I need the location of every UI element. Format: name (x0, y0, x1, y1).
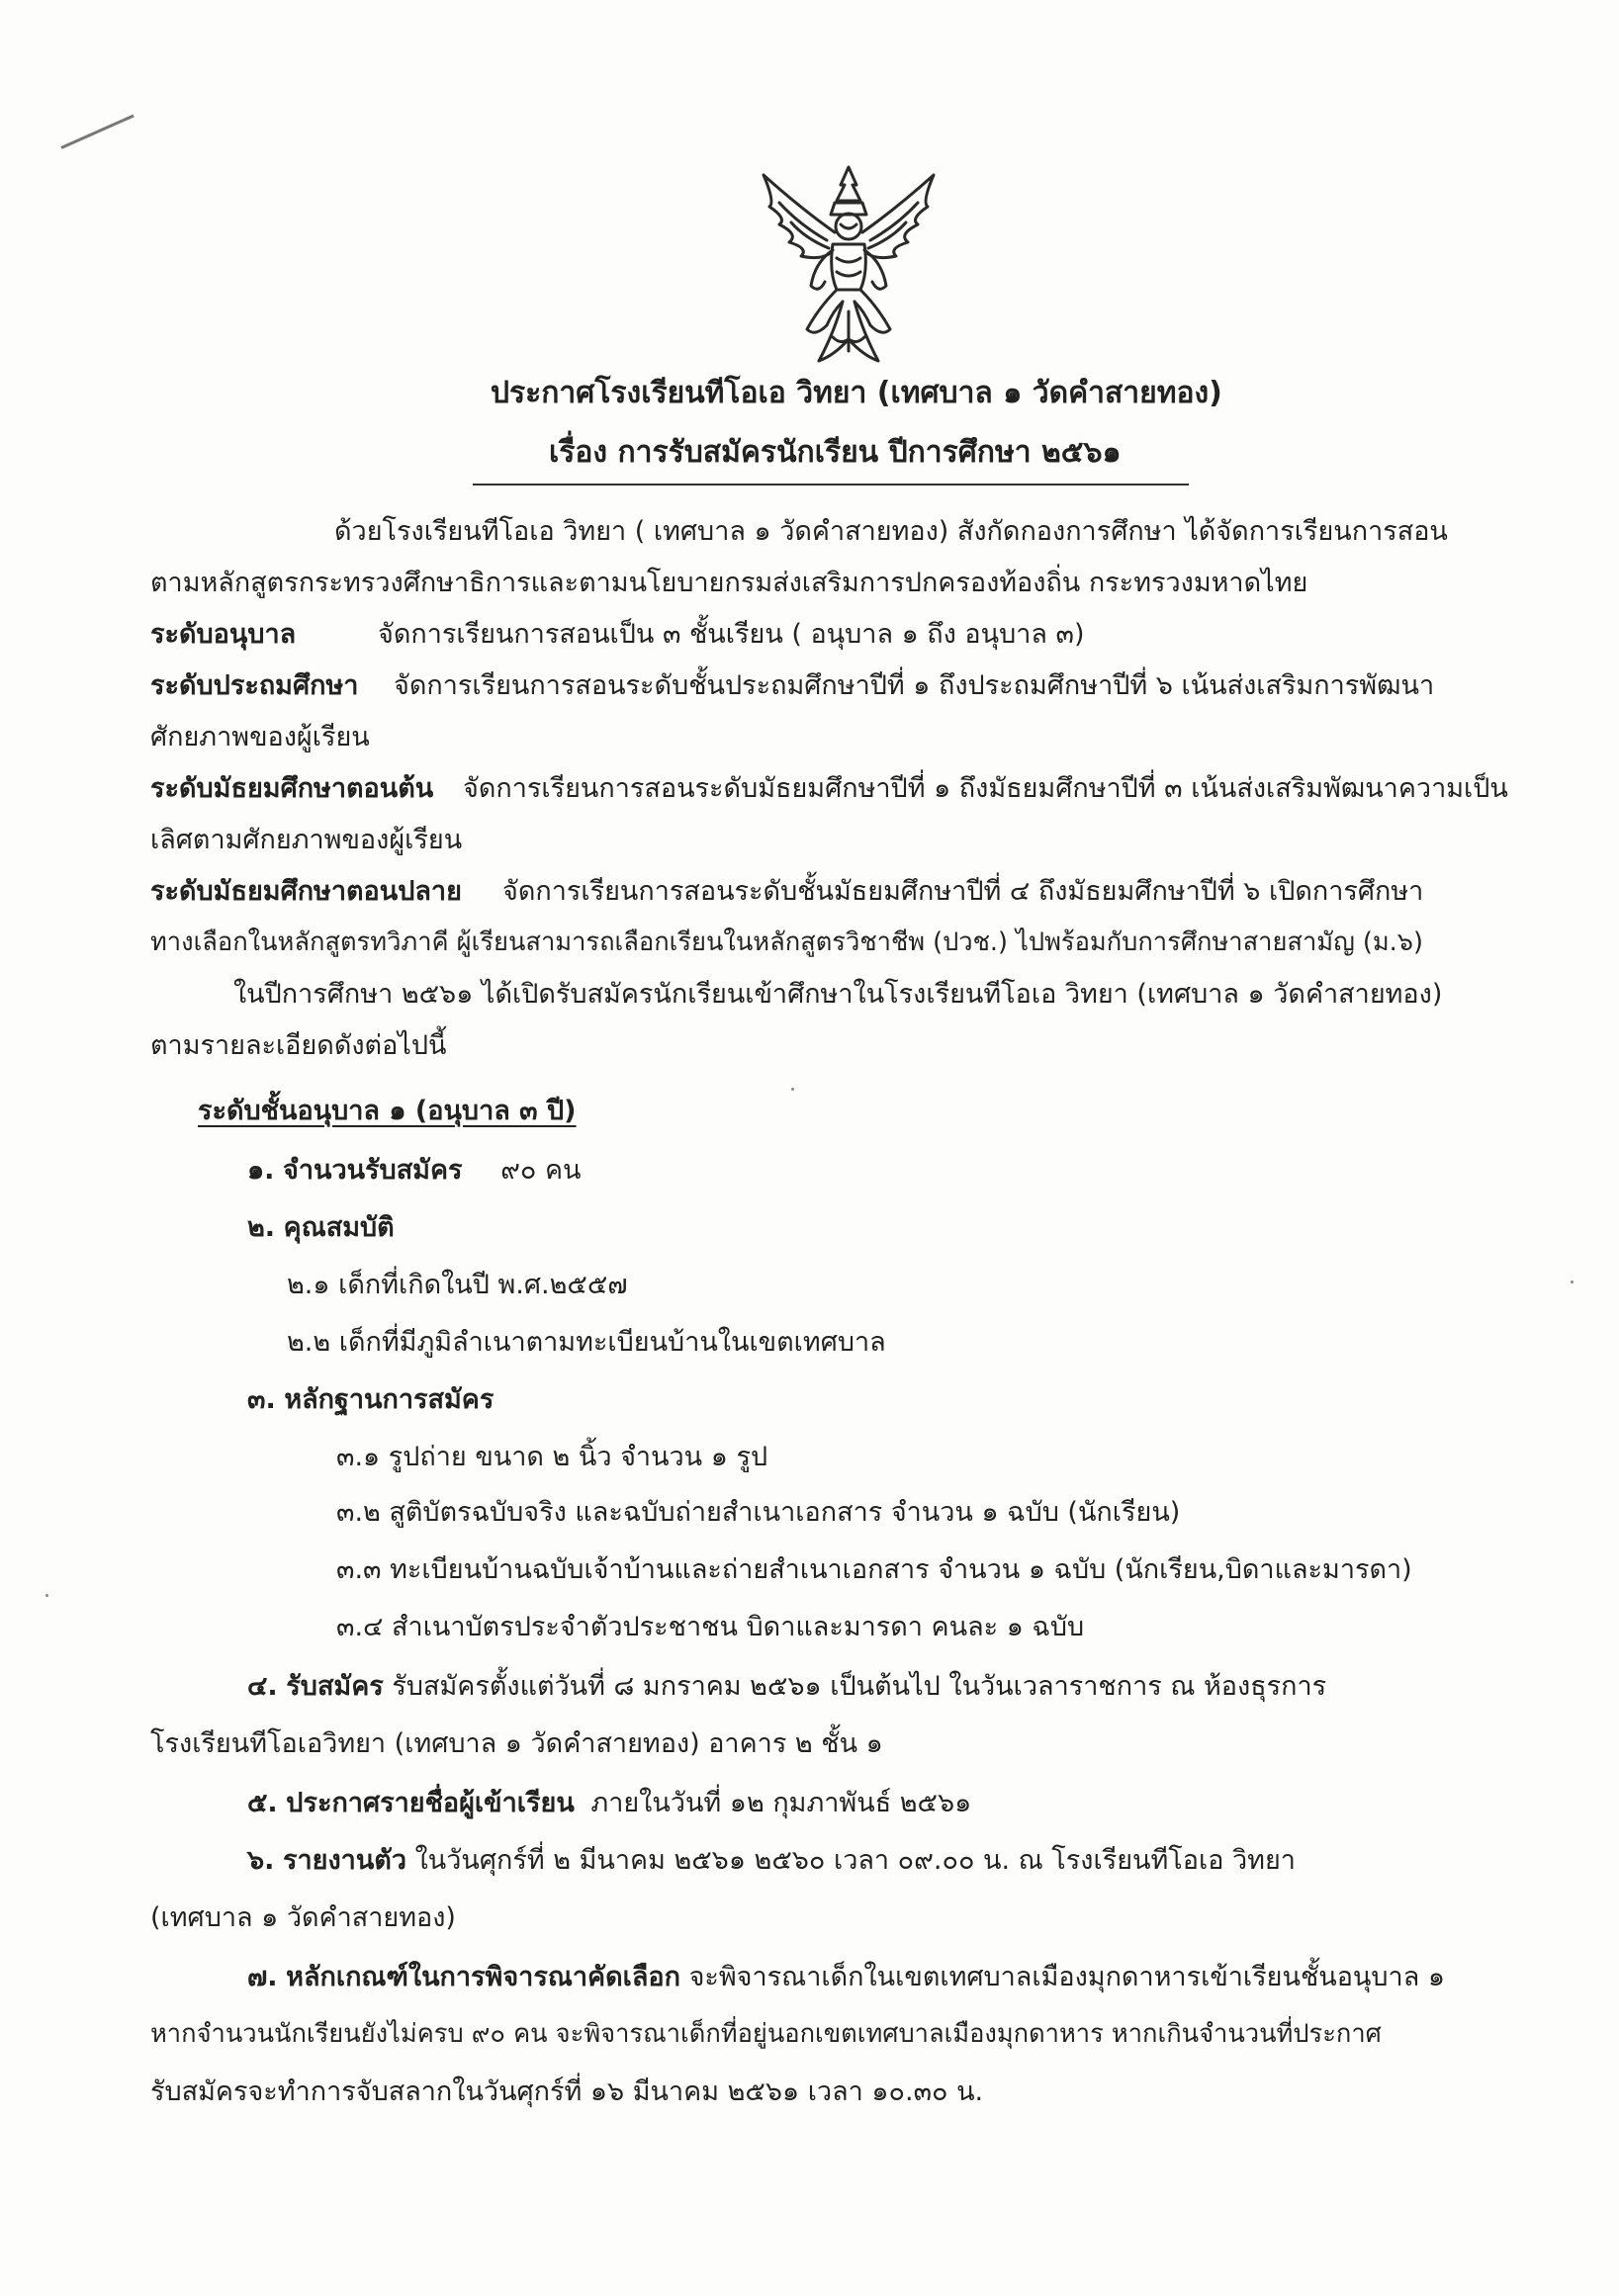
item3-label: หลักฐานการสมัคร (284, 1384, 495, 1415)
item3 (247, 1384, 494, 1416)
level-primary-label: ระดับประถมศึกษา (150, 670, 359, 701)
scan-speck (791, 1088, 794, 1091)
level-primary (150, 670, 358, 702)
item2-sub1: ๒.๑ เด็กที่เกิดในปี พ.ศ.๒๕๕๗ (287, 1270, 628, 1300)
item4-text2: โรงเรียนทีโอเอวิทยา (เทศบาล ๑ วัดคำสายทอง) อาคาร ๒ ชั้น ๑ (150, 1728, 883, 1759)
title-divider (473, 484, 1189, 486)
level-kinder-text: จัดการเรียนการสอนเป็น ๓ ชั้นเรียน ( อนุบาล ๑ ถึง อนุบาล ๓) (378, 619, 1085, 650)
item1-num: ๑. (247, 1155, 275, 1186)
level-kinder-label: ระดับอนุบาล (150, 619, 297, 650)
item6-text2: (เทศบาล ๑ วัดคำสายทอง) (150, 1902, 456, 1933)
item4-label: รับสมัคร (286, 1671, 384, 1702)
item7-num: ๗. (247, 1962, 278, 1992)
item2-label: คุณสมบัติ (283, 1212, 395, 1243)
item1 (247, 1155, 582, 1187)
item4-text1: รับสมัครตั้งแต่วันที่ ๘ มกราคม ๒๕๖๑ เป็นต้นไป ในวันเวลาราชการ ณ ห้องธุรการ (392, 1671, 1327, 1702)
item6-label: รายงานตัว (283, 1845, 406, 1876)
level-lower-sec-text1: จัดการเรียนการสอนระดับมัธยมศึกษาปีที่ ๑ ถึงมัธยมศึกษาปีที่ ๓ เน้นส่งเสริมพัฒนาความเป็น (463, 773, 1508, 804)
scan-mark (60, 115, 134, 149)
level-lower-sec-text2: เลิศตามศักยภาพของผู้เรียน (150, 825, 463, 855)
level-upper-sec-label: ระดับมัธยมศึกษาตอนปลาย (150, 876, 462, 907)
level-primary-text1: จัดการเรียนการสอนระดับชั้นประถมศึกษาปีที่ ๑ ถึงประถมศึกษาปีที่ ๖ เน้นส่งเสริมการพัฒนา (394, 670, 1435, 701)
item4-num: ๔. (247, 1671, 278, 1702)
item4 (247, 1671, 1326, 1703)
page-title-line2: เรื่อง การรับสมัครนักเรียน ปีการศึกษา ๒๕๖๑ (549, 435, 1122, 470)
garuda-emblem-icon (750, 163, 947, 371)
level-primary-text2: ศักยภาพของผู้เรียน (150, 722, 370, 752)
level-upper-sec (150, 876, 462, 908)
item7-label: หลักเกณฑ์ในการพิจารณาคัดเลือก (286, 1962, 680, 1992)
scan-speck (1571, 1280, 1574, 1283)
level-upper-sec-text2: ทางเลือกในหลักสูตรทวิภาคี ผู้เรียนสามารถเลือกเรียนในหลักสูตรวิชาชีพ (ปวช.) ไปพร้อมกับการศึกษาสายสามัญ (ม.๖) (150, 927, 1423, 957)
level-lower-sec (150, 773, 433, 805)
item5 (247, 1788, 971, 1819)
item6-num: ๖. (247, 1845, 275, 1876)
level-lower-sec-label: ระดับมัธยมศึกษาตอนต้น (150, 773, 434, 804)
intro-line2: ตามหลักสูตรกระทรวงศึกษาธิการและตามนโยบายกรมส่งเสริมการปกครองท้องถิ่น กระทรวงมหาดไทย (150, 568, 1308, 598)
item5-text: ภายในวันที่ ๑๒ กุมภาพันธ์ ๒๕๖๑ (590, 1788, 972, 1818)
item7-text1: จะพิจารณาเด็กในเขตเทศบาลเมืองมุกดาหารเข้าเรียนชั้นอนุบาล ๑ (688, 1962, 1445, 1992)
item3-sub3: ๓.๓ ทะเบียนบ้านฉบับเจ้าบ้านและถ่ายสำเนาเอกสาร จำนวน ๑ ฉบับ (นักเรียน,บิดาและมารดา) (336, 1554, 1412, 1585)
page-title-line1: ประกาศโรงเรียนทีโอเอ วิทยา (เทศบาล ๑ วัดคำสายทอง) (491, 376, 1222, 410)
item7-text3: รับสมัครจะทำการจับสลากในวันศุกร์ที่ ๑๖ มีนาคม ๒๕๖๑ เวลา ๑๐.๓๐ น. (150, 2076, 984, 2107)
item7-text2: หากจำนวนนักเรียนยังไม่ครบ ๙๐ คน จะพิจารณาเด็กที่อยู่นอกเขตเทศบาลเมืองมุกดาหาร หากเกินจำนวนที่ประกาศ (150, 2019, 1382, 2049)
announce-line1: ในปีการศึกษา ๒๕๖๑ ได้เปิดรับสมัครนักเรียนเข้าศึกษาในโรงเรียนทีโอเอ วิทยา (เทศบาล ๑ วัดคำสายทอง) (233, 979, 1443, 1010)
intro-line1: ด้วยโรงเรียนทีโอเอ วิทยา ( เทศบาล ๑ วัดคำสายทอง) สังกัดกองการศึกษา ได้จัดการเรียนการสอน (334, 516, 1448, 547)
announce-line2: ตามรายละเอียดดังต่อไปนี้ (150, 1030, 447, 1061)
item1-label: จำนวนรับสมัคร (283, 1155, 463, 1186)
item2-sub2: ๒.๒ เด็กที่มีภูมิลำเนาตามทะเบียนบ้านในเขตเทศบาล (287, 1327, 886, 1358)
item2-num: ๒. (247, 1212, 276, 1243)
item3-sub2: ๓.๒ สูติบัตรฉบับจริง และฉบับถ่ายสำเนาเอกสาร จำนวน ๑ ฉบับ (นักเรียน) (336, 1497, 1181, 1528)
item1-value: ๙๐ คน (500, 1155, 582, 1186)
item7 (247, 1962, 1445, 1993)
item6-text1: ในวันศุกร์ที่ ๒ มีนาคม ๒๕๖๑ ๒๕๖๐ เวลา ๐๙.๐๐ น. ณ โรงเรียนทีโอเอ วิทยา (414, 1845, 1296, 1876)
level-kinder (150, 619, 296, 651)
item6 (247, 1845, 1296, 1877)
item5-label: ประกาศรายชื่อผู้เข้าเรียน (286, 1788, 575, 1818)
item2 (247, 1212, 395, 1244)
level-upper-sec-text1: จัดการเรียนการสอนระดับชั้นมัธยมศึกษาปีที่ ๔ ถึงมัธยมศึกษาปีที่ ๖ เปิดการศึกษา (502, 876, 1424, 907)
item3-sub1: ๓.๑ รูปถ่าย ขนาด ๒ นิ้ว จำนวน ๑ รูป (336, 1442, 768, 1472)
section-heading: ระดับชั้นอนุบาล ๑ (อนุบาล ๓ ปี) (198, 1096, 577, 1126)
scan-speck (45, 1594, 48, 1597)
item3-sub4: ๓.๔ สำเนาบัตรประจำตัวประชาชน บิดาและมารดา คนละ ๑ ฉบับ (336, 1612, 1085, 1642)
item5-num: ๕. (247, 1788, 278, 1818)
item3-num: ๓. (247, 1384, 276, 1415)
